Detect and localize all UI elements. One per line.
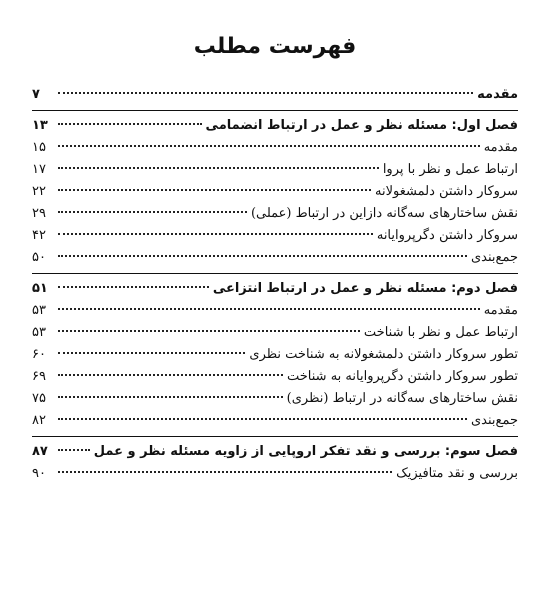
toc-chapter-1-heading: [32, 115, 518, 137]
toc-entry-label: بررسی و نقد متافیزیک: [396, 466, 518, 481]
toc-entry-label: ارتباط عمل و نظر با پروا: [382, 162, 518, 177]
toc-chapter-3-heading: [32, 441, 518, 463]
dot-leader: [58, 255, 467, 257]
toc-page-number: ۱۷: [32, 162, 46, 177]
dot-leader: [58, 92, 473, 94]
toc-entry: [32, 247, 518, 269]
divider: [32, 273, 518, 274]
dot-leader: [58, 211, 247, 213]
toc-page-number: ۵۱: [32, 281, 48, 296]
toc-entry-label: سروکار داشتن دگرپروایانه: [376, 228, 518, 243]
toc-entry: [32, 181, 518, 203]
toc-page-number: ۸۷: [32, 444, 48, 459]
toc-page-number: ۲۹: [32, 206, 46, 221]
toc-entry-label: ارتباط عمل و نظر با شناخت: [363, 325, 518, 340]
toc-entry: [32, 137, 518, 159]
toc-entry-label: نقش ساختارهای سه‌گانه دازاین در ارتباط (عملی): [250, 206, 518, 221]
toc-entry-label: تطور سروکار داشتن دلمشغولانه به شناخت نظری: [249, 347, 518, 362]
toc-chapter-label: فصل اول: مسئله نظر و عمل در ارتباط انضمامی: [205, 118, 518, 133]
toc-entry: [32, 410, 518, 432]
dot-leader: [58, 123, 202, 125]
toc-entry-label: جمع‌بندی: [470, 250, 518, 265]
toc-entry: [32, 388, 518, 410]
toc-page-number: ۲۲: [32, 184, 46, 199]
toc-entry-intro: [32, 84, 518, 106]
dot-leader: [58, 330, 360, 332]
toc-page-number: ۵۰: [32, 250, 46, 265]
toc-page-number: ۷۵: [32, 391, 46, 406]
toc-page-number: ۶۰: [32, 347, 46, 362]
toc-entry: [32, 366, 518, 388]
toc-page-number: ۵۳: [32, 325, 46, 340]
dot-leader: [58, 449, 90, 451]
toc-page-number: ۵۳: [32, 303, 46, 318]
dot-leader: [58, 233, 373, 235]
toc-entry-label: سروکار داشتن دلمشغولانه: [375, 184, 518, 199]
toc-page-number: ۹۰: [32, 466, 46, 481]
dot-leader: [58, 308, 480, 310]
dot-leader: [58, 396, 283, 398]
toc-entry-label: نقش ساختارهای سه‌گانه در ارتباط (نظری): [286, 391, 518, 406]
dot-leader: [58, 374, 283, 376]
toc-entry-label: مقدمه: [483, 140, 518, 155]
toc-entry: [32, 463, 518, 485]
toc-entry: [32, 159, 518, 181]
dot-leader: [58, 418, 467, 420]
toc-entry: [32, 344, 518, 366]
page-title: فهرست مطلب: [193, 34, 357, 59]
toc-page-number: ۸۲: [32, 413, 46, 428]
toc-page-number: ۷: [32, 87, 40, 102]
divider: [32, 436, 518, 437]
toc-entry: [32, 300, 518, 322]
toc-chapter-2-heading: [32, 278, 518, 300]
dot-leader: [58, 167, 379, 169]
dot-leader: [58, 189, 371, 191]
toc-entry: [32, 322, 518, 344]
toc-entry-label: مقدمه: [477, 87, 518, 102]
toc-entry-label: جمع‌بندی: [470, 413, 518, 428]
divider: [32, 110, 518, 111]
toc-entry-label: تطور سروکار داشتن دگرپروایانه به شناخت: [287, 369, 518, 384]
dot-leader: [58, 352, 245, 354]
dot-leader: [58, 471, 392, 473]
toc-entry: [32, 203, 518, 225]
toc-page-number: ۴۲: [32, 228, 46, 243]
toc-page-number: ۱۳: [32, 118, 48, 133]
toc-page-number: ۱۵: [32, 140, 46, 155]
dot-leader: [58, 145, 480, 147]
toc-entry-label: مقدمه: [483, 303, 518, 318]
toc-page-number: ۶۹: [32, 369, 46, 384]
dot-leader: [58, 286, 209, 288]
toc-chapter-label: فصل دوم: مسئله نظر و عمل در ارتباط انتزاعی: [212, 281, 518, 296]
toc-chapter-label: فصل سوم: بررسی و نقد تفکر اروپایی از زاویه مسئله نظر و عمل: [93, 444, 518, 459]
toc-entry: [32, 225, 518, 247]
